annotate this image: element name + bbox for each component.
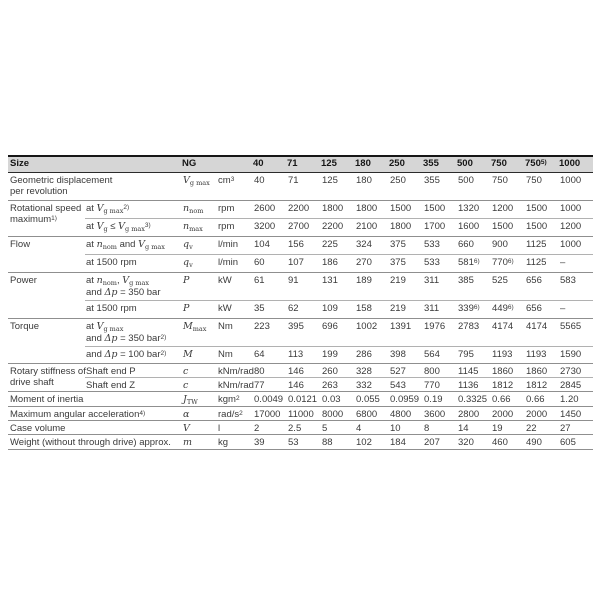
cell-value: 223 [253, 319, 287, 347]
cell-value: 19 [491, 421, 525, 435]
cell-value: 800 [423, 364, 457, 378]
cell-value: 656 [525, 301, 559, 319]
row-label: Rotational speed maximum$^{1)}$ [8, 201, 85, 237]
row-label: Torque [8, 319, 85, 364]
cell-value: – [559, 301, 593, 319]
cell-value: 525 [491, 273, 525, 301]
cell-value: 0.66 [491, 392, 525, 407]
row-symbol: α [182, 407, 217, 421]
row-symbol: M [182, 347, 217, 364]
cell-value: 900 [491, 237, 525, 255]
size-column-header: Size [8, 156, 182, 173]
row-symbol: $n_{nom}$ [182, 201, 217, 219]
cell-value: 533 [423, 255, 457, 273]
cell-value: 17000 [253, 407, 287, 421]
table-row [8, 319, 593, 347]
cell-value: 14 [457, 421, 491, 435]
table-row [8, 347, 593, 364]
row-unit: kNm/rad [217, 364, 253, 378]
cell-value: 1800 [355, 201, 389, 219]
row-symbol: $J_{TW}$ [182, 392, 217, 407]
cell-value: 385 [457, 273, 491, 301]
cell-value: 1391 [389, 319, 423, 347]
cell-value: 0.055 [355, 392, 389, 407]
cell-value: 219 [389, 273, 423, 301]
row-unit: kg [217, 435, 253, 450]
cell-value: 88 [321, 435, 355, 450]
row-label: Power [8, 273, 85, 319]
row-unit: rad/$s^2$ [217, 407, 253, 421]
unit-column-header [217, 156, 253, 173]
cell-value: 146 [287, 378, 321, 392]
ng-column-header: NG [182, 156, 217, 173]
cell-value: 1976 [423, 319, 457, 347]
cell-value: 4 [355, 421, 389, 435]
cell-value: 1800 [389, 219, 423, 237]
row-symbol: c [182, 378, 217, 392]
size-column-header-4: 250 [389, 156, 423, 173]
cell-value: 1136 [457, 378, 491, 392]
cell-value: 0.0049 [253, 392, 287, 407]
cell-value: 22 [525, 421, 559, 435]
cell-value: 2783 [457, 319, 491, 347]
cell-value: 460 [491, 435, 525, 450]
row-unit: kW [217, 301, 253, 319]
row-unit: rpm [217, 201, 253, 219]
cell-value: 395 [287, 319, 321, 347]
cell-value: 8000 [321, 407, 355, 421]
cell-value: 449$^{6)}$ [491, 301, 525, 319]
row-symbol: $q_v$ [182, 237, 217, 255]
cell-value: 581$^{6)}$ [457, 255, 491, 273]
table-row [8, 273, 593, 301]
cell-value: 1600 [457, 219, 491, 237]
row-unit: l/min [217, 255, 253, 273]
cell-value: 3200 [253, 219, 287, 237]
size-column-header-8: 750$^{5)}$ [525, 156, 559, 173]
cell-value: 311 [423, 273, 457, 301]
cell-value: 77 [253, 378, 287, 392]
cell-value: 750 [492, 175, 508, 186]
row-symbol: $V_{g max}$ [183, 175, 210, 187]
cell-value: 1145 [457, 364, 491, 378]
technical-data-table [8, 155, 593, 450]
cell-value: 2600 [253, 201, 287, 219]
table-row [8, 237, 593, 255]
cell-value: 4800 [389, 407, 423, 421]
header-row [8, 156, 593, 173]
table-row [8, 201, 593, 219]
row-symbol: $n_{max}$ [182, 219, 217, 237]
row-symbol: $M_{max}$ [182, 319, 217, 347]
row-label: Case volume [8, 421, 182, 435]
cell-value: 158 [355, 301, 389, 319]
row-label: Flow [8, 237, 85, 273]
cell-value: 0.0959 [389, 392, 423, 407]
row-symbol: m [182, 435, 217, 450]
cell-value: 61 [253, 273, 287, 301]
row-condition: at $V_{g max}$ and Δp = 350 bar$^{2)}$ [85, 319, 182, 347]
cell-value: 5565 [559, 319, 593, 347]
table-row [8, 364, 593, 378]
row-label: Geometric displacement per revolution [10, 175, 113, 197]
size-column-header-0: 40 [253, 156, 287, 173]
row-unit: $cm^3$ [218, 175, 235, 186]
cell-value: 1320 [457, 201, 491, 219]
cell-value: 320 [457, 435, 491, 450]
cell-value: 656 [525, 273, 559, 301]
cell-value: 263 [321, 378, 355, 392]
cell-value: 113 [287, 347, 321, 364]
cell-value: 2730 [559, 364, 593, 378]
cell-value: 2000 [525, 407, 559, 421]
cell-value: 311 [423, 301, 457, 319]
table-body [8, 173, 593, 450]
cell-value: 2.5 [287, 421, 321, 435]
cell-value: 1000 [559, 237, 593, 255]
cell-value: 339$^{6)}$ [457, 301, 491, 319]
row-condition: at $V_{g max}^{2)}$ [85, 201, 182, 219]
cell-value: 3600 [423, 407, 457, 421]
cell-value: 0.66 [525, 392, 559, 407]
cell-value: 1500 [423, 201, 457, 219]
row-unit: l [217, 421, 253, 435]
cell-value: 219 [389, 301, 423, 319]
cell-value: 1500 [491, 219, 525, 237]
cell-value: 102 [355, 435, 389, 450]
cell-value: 125 [322, 175, 338, 186]
row-condition: at $n_{nom}$ and $V_{g max}$ [85, 237, 182, 255]
cell-value: 184 [389, 435, 423, 450]
cell-value: 62 [287, 301, 321, 319]
cell-value: 1500 [525, 201, 559, 219]
row-unit: Nm [217, 319, 253, 347]
cell-value: 527 [389, 364, 423, 378]
table-row [8, 392, 593, 407]
cell-value: 328 [355, 364, 389, 378]
cell-value: 1860 [525, 364, 559, 378]
cell-value: 1500 [525, 219, 559, 237]
cell-value: 1200 [559, 219, 593, 237]
cell-value: 543 [389, 378, 423, 392]
size-column-header-9: 1000 [559, 156, 593, 173]
row-condition: at $V_g \le V_{g max}^{3)}$ [85, 219, 182, 237]
cell-value: 250 [390, 175, 406, 186]
cell-value: 533 [423, 237, 457, 255]
cell-value: 180 [356, 175, 372, 186]
size-column-header-5: 355 [423, 156, 457, 173]
size-column-header-3: 180 [355, 156, 389, 173]
cell-value: 2200 [321, 219, 355, 237]
cell-value: 104 [253, 237, 287, 255]
cell-value: 1125 [525, 255, 559, 273]
cell-value: 0.3325 [457, 392, 491, 407]
cell-value: 795 [457, 347, 491, 364]
table-row [8, 173, 593, 201]
row-condition: at 1500 rpm [85, 255, 182, 273]
cell-value: 8 [423, 421, 457, 435]
row-condition: and Δp = 100 bar$^{2)}$ [85, 347, 182, 364]
cell-value: 225 [321, 237, 355, 255]
cell-value: 1000 [560, 175, 582, 186]
table-row [8, 435, 593, 450]
cell-value: 605 [559, 435, 593, 450]
cell-value: 1000 [559, 201, 593, 219]
cell-value: 375 [389, 255, 423, 273]
cell-value: 186 [321, 255, 355, 273]
cell-value: 80 [253, 364, 287, 378]
table-row [8, 301, 593, 319]
cell-value: 2800 [457, 407, 491, 421]
cell-value: 10 [389, 421, 423, 435]
row-symbol: V [182, 421, 217, 435]
cell-value: 1860 [491, 364, 525, 378]
cell-value: 260 [321, 364, 355, 378]
cell-value: 324 [355, 237, 389, 255]
row-label: Rotary stiffness of drive shaft [8, 364, 85, 392]
row-unit: Nm [217, 347, 253, 364]
table-row [8, 378, 593, 392]
cell-value: 660 [457, 237, 491, 255]
cell-value: 0.19 [423, 392, 457, 407]
row-condition: Shaft end P [85, 364, 182, 378]
cell-value: 4174 [491, 319, 525, 347]
table-row [8, 219, 593, 237]
cell-value: 131 [321, 273, 355, 301]
cell-value: 6800 [355, 407, 389, 421]
cell-value: 1800 [321, 201, 355, 219]
cell-value: 5 [321, 421, 355, 435]
row-unit: l/min [217, 237, 253, 255]
cell-value: 1812 [491, 378, 525, 392]
cell-value: 2200 [287, 201, 321, 219]
row-symbol: $q_v$ [182, 255, 217, 273]
row-symbol: c [182, 364, 217, 378]
cell-value: 750 [526, 175, 542, 186]
cell-value: 2 [253, 421, 287, 435]
cell-value: 64 [253, 347, 287, 364]
cell-value: 53 [287, 435, 321, 450]
cell-value: 1193 [525, 347, 559, 364]
cell-value: 1700 [423, 219, 457, 237]
cell-value: 332 [355, 378, 389, 392]
cell-value: 0.0121 [287, 392, 321, 407]
table-row [8, 421, 593, 435]
cell-value: 207 [423, 435, 457, 450]
cell-value: 1125 [525, 237, 559, 255]
cell-value: 2700 [287, 219, 321, 237]
size-column-header-2: 125 [321, 156, 355, 173]
cell-value: 398 [389, 347, 423, 364]
size-column-header-6: 500 [457, 156, 491, 173]
row-symbol: P [182, 301, 217, 319]
cell-value: 60 [253, 255, 287, 273]
cell-value: 146 [287, 364, 321, 378]
cell-value: 355 [424, 175, 440, 186]
row-unit: rpm [217, 219, 253, 237]
cell-value: 1500 [389, 201, 423, 219]
row-unit: kW [217, 273, 253, 301]
cell-value: 2000 [491, 407, 525, 421]
cell-value: 11000 [287, 407, 321, 421]
cell-value: 199 [321, 347, 355, 364]
cell-value: 39 [253, 435, 287, 450]
cell-value: 40 [254, 175, 265, 186]
cell-value: 490 [525, 435, 559, 450]
size-column-header-7: 750 [491, 156, 525, 173]
cell-value: 770 [423, 378, 457, 392]
cell-value: 189 [355, 273, 389, 301]
cell-value: 35 [253, 301, 287, 319]
cell-value: 1200 [491, 201, 525, 219]
row-label: Weight (without through drive) approx. [8, 435, 182, 450]
cell-value: 270 [355, 255, 389, 273]
cell-value: 1002 [355, 319, 389, 347]
cell-value: 2845 [559, 378, 593, 392]
table-row [8, 407, 593, 421]
cell-value: 1590 [559, 347, 593, 364]
cell-value: 696 [321, 319, 355, 347]
row-condition: at $n_{nom}$, $V_{g max}$ and Δp = 350 bar [85, 273, 182, 301]
table-header [8, 156, 593, 173]
table-row [8, 255, 593, 273]
cell-value: 109 [321, 301, 355, 319]
cell-value: 0.03 [321, 392, 355, 407]
cell-value: 1812 [525, 378, 559, 392]
row-label: Maximum angular acceleration$^{4)}$ [8, 407, 182, 421]
cell-value: 286 [355, 347, 389, 364]
cell-value: 1.20 [559, 392, 593, 407]
cell-value: 375 [389, 237, 423, 255]
cell-value: 91 [287, 273, 321, 301]
cell-value: – [559, 255, 593, 273]
row-condition: at 1500 rpm [85, 301, 182, 319]
cell-value: 71 [288, 175, 299, 186]
cell-value: 583 [559, 273, 593, 301]
cell-value: 500 [458, 175, 474, 186]
cell-value: 107 [287, 255, 321, 273]
cell-value: 27 [559, 421, 593, 435]
row-symbol: P [182, 273, 217, 301]
row-label: Moment of inertia [8, 392, 182, 407]
cell-value: 156 [287, 237, 321, 255]
cell-value: 564 [423, 347, 457, 364]
cell-value: 1450 [559, 407, 593, 421]
cell-value: 1193 [491, 347, 525, 364]
row-unit: kNm/rad [217, 378, 253, 392]
size-column-header-1: 71 [287, 156, 321, 173]
cell-value: 4174 [525, 319, 559, 347]
cell-value: 2100 [355, 219, 389, 237]
cell-value: 770$^{6)}$ [491, 255, 525, 273]
row-condition: Shaft end Z [85, 378, 182, 392]
row-unit: kgm$^2$ [217, 392, 253, 407]
